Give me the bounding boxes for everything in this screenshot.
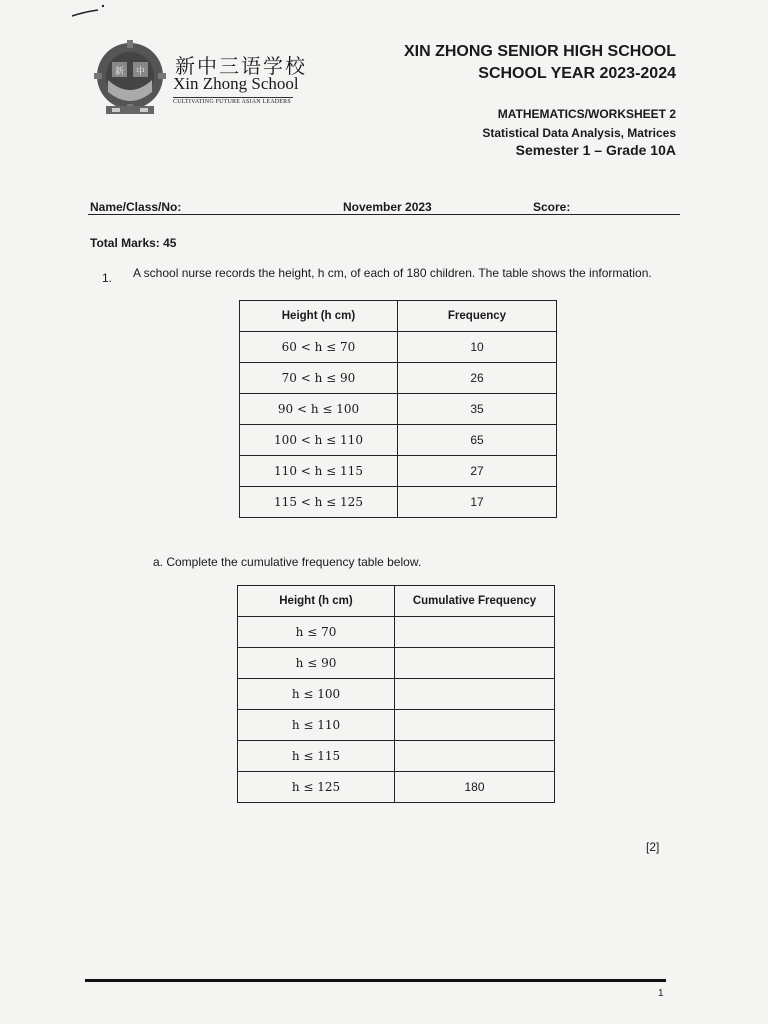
total-marks: Total Marks: 45 — [90, 236, 177, 250]
header-subject: MATHEMATICS/WORKSHEET 2 — [497, 107, 676, 121]
cumulative-value: 180 — [395, 772, 555, 803]
table-row — [240, 425, 557, 456]
height-interval: 90 < h ≤ 100 — [240, 394, 398, 425]
cumulative-answer-cell[interactable] — [395, 710, 555, 741]
frequency-value: 35 — [398, 394, 557, 425]
height-bound: h ≤ 90 — [238, 648, 395, 679]
height-interval: 70 < h ≤ 90 — [240, 363, 398, 394]
table-row — [238, 679, 555, 710]
table-header-row — [240, 301, 557, 332]
score-label: Score: — [533, 200, 571, 214]
footer-divider — [85, 979, 666, 982]
cumulative-answer-cell[interactable] — [395, 679, 555, 710]
info-divider — [88, 214, 680, 215]
question-text: A school nurse records the height, h cm, of each of 180 children. The table shows the information. — [133, 266, 652, 280]
table-row — [238, 741, 555, 772]
pen-mark — [70, 2, 110, 22]
header-topics: Statistical Data Analysis, Matrices — [482, 126, 676, 140]
height-bound: h ≤ 115 — [238, 741, 395, 772]
table-row — [240, 332, 557, 363]
header-year: SCHOOL YEAR 2023-2024 — [478, 65, 676, 82]
frequency-value: 17 — [398, 487, 557, 518]
height-bound: h ≤ 110 — [238, 710, 395, 741]
table-row — [238, 648, 555, 679]
table-row — [238, 710, 555, 741]
height-bound: h ≤ 70 — [238, 617, 395, 648]
table-row — [238, 772, 555, 803]
header-semester: Semester 1 – Grade 10A — [515, 142, 676, 158]
frequency-value: 65 — [398, 425, 557, 456]
table-row — [240, 487, 557, 518]
table-row — [240, 363, 557, 394]
table-header-frequency: Frequency — [398, 301, 557, 332]
cumulative-frequency-table — [237, 585, 555, 803]
part-a-instruction: a. Complete the cumulative frequency table below. — [153, 555, 422, 569]
height-interval: 60 < h ≤ 70 — [240, 332, 398, 363]
school-motto: CULTIVATING FUTURE ASIAN LEADERS — [173, 99, 291, 105]
header-school: XIN ZHONG SENIOR HIGH SCHOOL — [403, 43, 676, 60]
height-bound: h ≤ 125 — [238, 772, 395, 803]
date-label: November 2023 — [343, 200, 432, 214]
table-row — [240, 394, 557, 425]
table-row — [238, 617, 555, 648]
table-header-cumulative: Cumulative Frequency — [395, 586, 555, 617]
school-name-chinese: 新中三语学校 — [175, 54, 307, 78]
marks-label: [2] — [646, 840, 660, 854]
logo-text-left: 新 — [114, 67, 125, 77]
height-interval: 115 < h ≤ 125 — [240, 487, 398, 518]
height-interval: 110 < h ≤ 115 — [240, 456, 398, 487]
school-name-divider — [173, 97, 293, 98]
logo-text-right: 中 — [135, 67, 146, 77]
cumulative-answer-cell[interactable] — [395, 617, 555, 648]
table-header-height: Height (h cm) — [238, 586, 395, 617]
height-bound: h ≤ 100 — [238, 679, 395, 710]
table-header-height: Height (h cm) — [240, 301, 398, 332]
height-interval: 100 < h ≤ 110 — [240, 425, 398, 456]
frequency-value: 10 — [398, 332, 557, 363]
frequency-value: 26 — [398, 363, 557, 394]
table-row — [240, 456, 557, 487]
name-class-no-label: Name/Class/No: — [90, 200, 182, 214]
school-logo-icon — [90, 40, 170, 120]
cumulative-answer-cell[interactable] — [395, 741, 555, 772]
question-number: 1. — [102, 271, 113, 285]
table-header-row — [238, 586, 555, 617]
cumulative-answer-cell[interactable] — [395, 648, 555, 679]
frequency-table — [239, 300, 557, 518]
page-number: 1 — [658, 988, 664, 999]
frequency-value: 27 — [398, 456, 557, 487]
school-name-english: Xin Zhong School — [173, 74, 299, 93]
